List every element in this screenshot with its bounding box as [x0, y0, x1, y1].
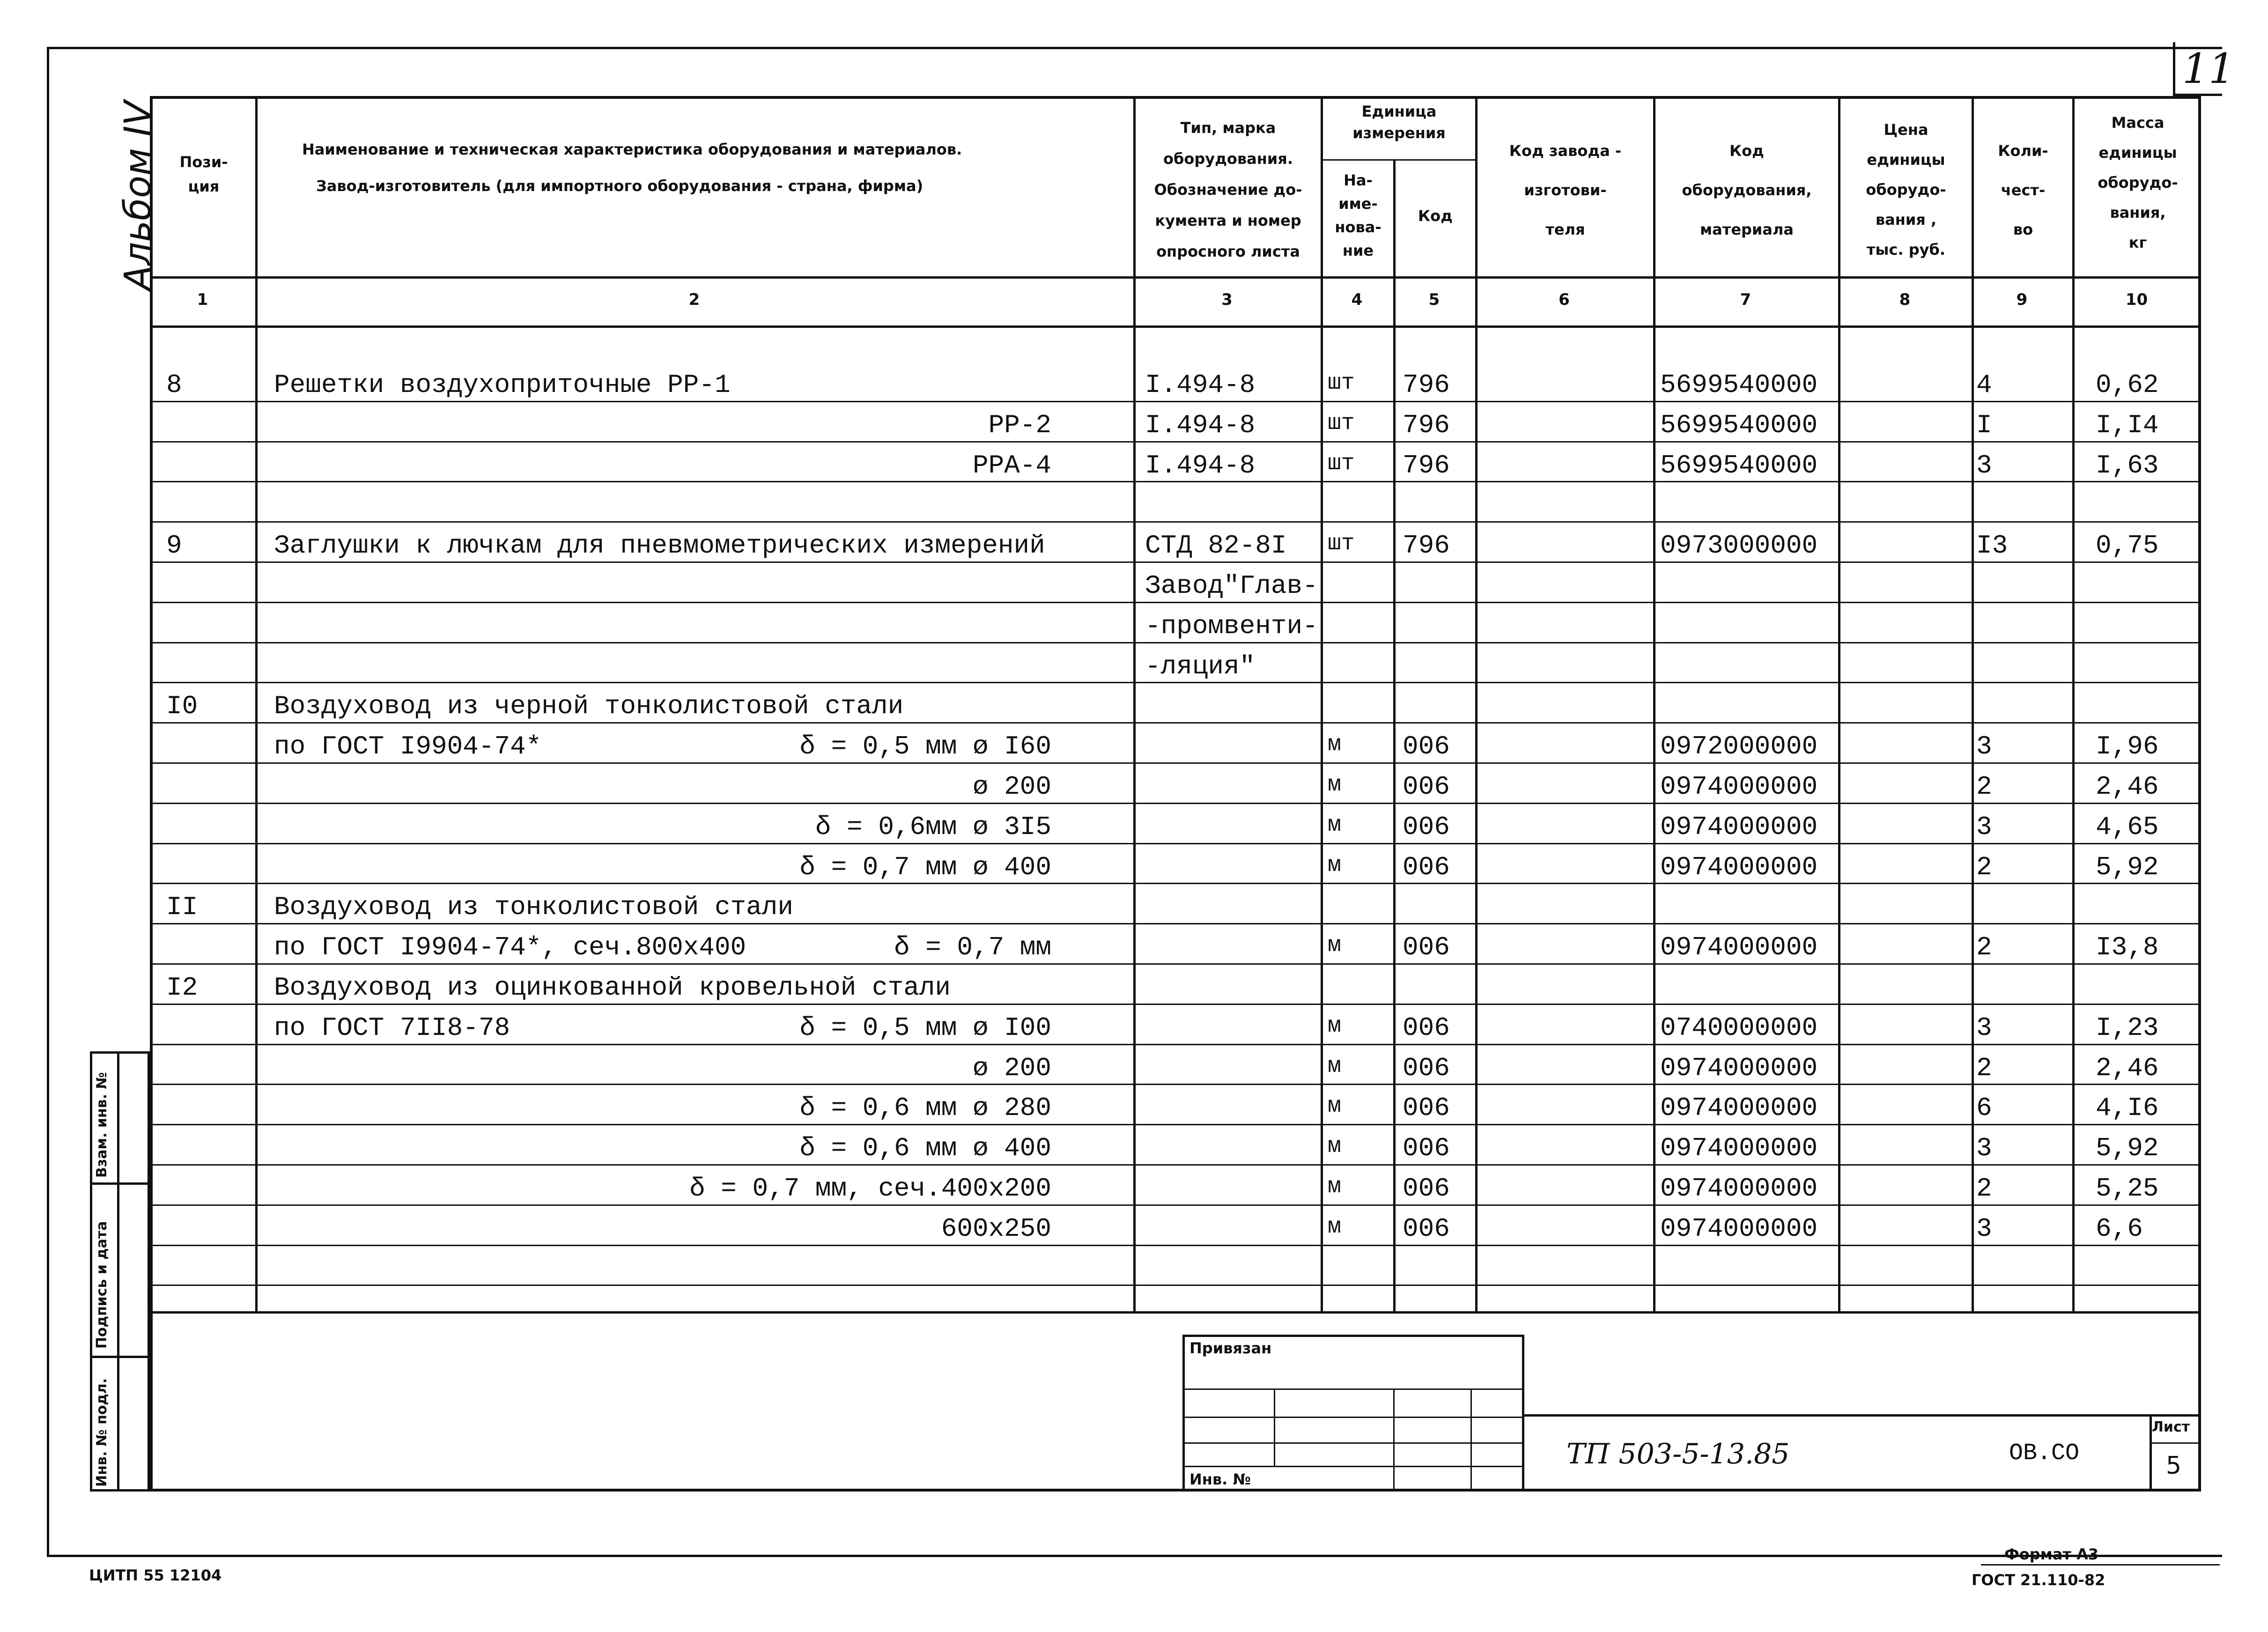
cell-material-code: 0974000000 — [1660, 852, 1818, 882]
cell-unit: м — [1328, 812, 1341, 838]
table-row — [0, 647, 2268, 687]
cell-material-code: 0974000000 — [1660, 1133, 1818, 1164]
cell-position: I0 — [166, 691, 198, 722]
cell-name-detail: РРА-4 — [972, 450, 1051, 480]
column-number: 4 — [1351, 290, 1363, 309]
hdr-unit: Единица измерения — [1352, 103, 1446, 142]
cell-name: по ГОСТ 7II8-78 — [274, 1012, 510, 1043]
sheet-code: ОВ.СО — [2009, 1440, 2080, 1467]
hdr-unit-code: Код — [1418, 207, 1453, 225]
cell-unit-code: 796 — [1403, 450, 1450, 480]
column-number: 5 — [1428, 290, 1440, 309]
cell-material-code: 5699540000 — [1660, 370, 1818, 400]
cell-unit: м — [1328, 1053, 1341, 1079]
binding-block — [1182, 1335, 1524, 1492]
column-number: 8 — [1899, 290, 1911, 309]
cell-mass: 5,92 — [2096, 852, 2159, 882]
cell-mass: 6,6 — [2096, 1213, 2143, 1244]
cell-unit: м — [1328, 732, 1341, 758]
cell-unit-code: 006 — [1403, 1093, 1450, 1123]
cell-quantity: 2 — [1976, 1053, 1992, 1083]
cell-unit: шт — [1328, 370, 1355, 396]
cell-material-code: 0972000000 — [1660, 731, 1818, 762]
cell-unit-code: 006 — [1403, 812, 1450, 842]
table-row — [0, 1209, 2268, 1249]
table-row — [0, 807, 2268, 848]
table-row — [0, 1249, 2268, 1290]
cell-mass: 2,46 — [2096, 1053, 2159, 1083]
column-number: 7 — [1740, 290, 1751, 309]
table-row — [0, 406, 2268, 446]
cell-unit: шт — [1328, 531, 1355, 557]
hdr-material-code: Код оборудования, материала — [1682, 142, 1812, 238]
cell-name-detail: δ = 0,6 мм ø 280 — [799, 1093, 1051, 1123]
cell-mass: I,I4 — [2096, 410, 2159, 440]
cell-unit: м — [1328, 772, 1341, 798]
cell-unit: м — [1328, 852, 1341, 878]
cell-name: Воздуховод из тонколистовой стали — [274, 892, 793, 923]
cell-material-code: 0974000000 — [1660, 932, 1818, 963]
cell-type: СТД 82-8I — [1145, 531, 1287, 561]
table-row — [0, 968, 2268, 1008]
cell-mass: I3,8 — [2096, 932, 2159, 963]
cell-name: Заглушки к лючкам для пневмометрических измерений — [274, 531, 1045, 561]
cell-quantity: 2 — [1976, 1174, 1992, 1204]
table-row — [0, 446, 2268, 486]
cell-type: I.494-8 — [1145, 370, 1256, 400]
cell-unit: м — [1328, 1214, 1341, 1240]
cell-name-detail: δ = 0,5 мм ø I00 — [799, 1012, 1051, 1043]
hdr-type: Тип, марка оборудования. Обозначение до- кумента и номер опросного листа — [1154, 119, 1302, 260]
footer-left: ЦИТП 55 12104 — [89, 1566, 222, 1584]
cell-mass: 4,65 — [2096, 812, 2159, 842]
cell-quantity: 2 — [1976, 772, 1992, 802]
cell-unit: шт — [1328, 410, 1355, 436]
cell-unit-code: 006 — [1403, 852, 1450, 882]
cell-quantity: 2 — [1976, 852, 1992, 882]
table-row — [0, 486, 2268, 526]
column-number: 1 — [197, 290, 208, 309]
cell-unit-code: 006 — [1403, 1053, 1450, 1083]
cell-name-detail: δ = 0,7 мм, сеч.400х200 — [689, 1174, 1051, 1204]
cell-mass: I,96 — [2096, 731, 2159, 762]
table-row — [0, 365, 2268, 406]
cell-material-code: 0974000000 — [1660, 772, 1818, 802]
cell-material-code: 5699540000 — [1660, 410, 1818, 440]
cell-mass: I,63 — [2096, 450, 2159, 480]
cell-type: I.494-8 — [1145, 450, 1256, 480]
table-row — [0, 887, 2268, 928]
album-label: Альбом IV — [117, 100, 159, 290]
stamp-signature-date: Подпись и дата — [94, 1221, 110, 1349]
cell-unit-code: 006 — [1403, 1012, 1450, 1043]
cell-mass: 5,92 — [2096, 1133, 2159, 1164]
table-row — [0, 727, 2268, 767]
cell-quantity: 3 — [1976, 1133, 1992, 1164]
cell-unit-code: 006 — [1403, 1133, 1450, 1164]
cell-name-detail: РР-2 — [988, 410, 1051, 440]
cell-unit-code: 006 — [1403, 1213, 1450, 1244]
cell-mass: 5,25 — [2096, 1174, 2159, 1204]
cell-quantity: 2 — [1976, 932, 1992, 963]
cell-name: Воздуховод из оцинкованной кровельной стали — [274, 973, 951, 1003]
cell-material-code: 5699540000 — [1660, 450, 1818, 480]
cell-quantity: 6 — [1976, 1093, 1992, 1123]
cell-name: Воздуховод из черной тонколистовой стали — [274, 691, 904, 722]
table-row — [0, 848, 2268, 888]
hdr-position: Пози- ция — [179, 153, 228, 195]
column-number: 2 — [688, 290, 700, 309]
cell-name-detail: δ = 0,6мм ø 3I5 — [815, 812, 1051, 842]
cell-quantity: I3 — [1976, 531, 2008, 561]
cell-unit-code: 006 — [1403, 932, 1450, 963]
cell-unit: м — [1328, 1093, 1341, 1119]
cell-position: II — [166, 892, 198, 923]
cell-name: по ГОСТ I9904-74*, сеч.800х400 — [274, 932, 746, 963]
cell-name-detail: δ = 0,5 мм ø I60 — [799, 731, 1051, 762]
binding-label: Привязан — [1189, 1339, 1272, 1357]
table-row — [0, 1008, 2268, 1049]
cell-material-code: 0973000000 — [1660, 531, 1818, 561]
hdr-mass: Масса единицы оборудо- вания, кг — [2098, 114, 2178, 251]
table-row — [0, 767, 2268, 807]
hdr-quantity: Коли- чест- во — [1998, 142, 2048, 238]
column-number: 9 — [2016, 290, 2028, 309]
cell-quantity: 4 — [1976, 370, 1992, 400]
cell-mass: 2,46 — [2096, 772, 2159, 802]
hdr-factory-code: Код завода - изготови- теля — [1509, 142, 1622, 238]
cell-material-code: 0974000000 — [1660, 1093, 1818, 1123]
cell-quantity: 3 — [1976, 1213, 1992, 1244]
cell-position: 8 — [166, 370, 182, 400]
table-row — [0, 606, 2268, 647]
cell-mass: 0,62 — [2096, 370, 2159, 400]
cell-unit-code: 796 — [1403, 531, 1450, 561]
cell-quantity: 3 — [1976, 1012, 1992, 1043]
sheet-label: Лист — [2152, 1419, 2190, 1435]
cell-type: -ляция" — [1145, 651, 1256, 681]
cell-unit-code: 006 — [1403, 772, 1450, 802]
cell-quantity: 3 — [1976, 731, 1992, 762]
sheet-number: 5 — [2166, 1452, 2182, 1480]
column-number: 10 — [2125, 290, 2148, 309]
footer-format: Формат А3 — [2004, 1545, 2099, 1563]
cell-unit: м — [1328, 1013, 1341, 1039]
document-code: ТП 503-5-13.85 — [1566, 1438, 1790, 1470]
table-row — [0, 1169, 2268, 1209]
cell-material-code: 0974000000 — [1660, 1174, 1818, 1204]
hdr-name: Наименование и техническая характеристика оборудования и материалов. Завод-изготовитель (для импортного оборудования - страна, фирма) — [302, 140, 962, 195]
cell-name-detail: δ = 0,6 мм ø 400 — [799, 1133, 1051, 1164]
table-row — [0, 1049, 2268, 1089]
cell-material-code: 0974000000 — [1660, 1053, 1818, 1083]
cell-material-code: 0740000000 — [1660, 1012, 1818, 1043]
table-row — [0, 526, 2268, 566]
inv-number-label: Инв. № — [1189, 1470, 1251, 1488]
cell-unit: м — [1328, 1174, 1341, 1199]
cell-name: Решетки воздухоприточные РР-1 — [274, 370, 731, 400]
table-row — [0, 928, 2268, 968]
cell-name-detail: δ = 0,7 мм — [894, 932, 1051, 963]
cell-unit-code: 006 — [1403, 731, 1450, 762]
cell-type: -промвенти- — [1145, 611, 1318, 641]
cell-mass: I,23 — [2096, 1012, 2159, 1043]
page-number: 11 — [2182, 44, 2235, 93]
cell-name-detail: ø 200 — [972, 772, 1051, 802]
cell-quantity: I — [1976, 410, 1992, 440]
cell-quantity: 3 — [1976, 450, 1992, 480]
hdr-unit-name: На- име- нова- ние — [1335, 171, 1381, 259]
footer-gost: ГОСТ 21.110-82 — [1972, 1571, 2105, 1589]
cell-name-detail: ø 200 — [972, 1053, 1051, 1083]
cell-unit: м — [1328, 933, 1341, 959]
cell-name: по ГОСТ I9904-74* — [274, 731, 542, 762]
cell-quantity: 3 — [1976, 812, 1992, 842]
cell-material-code: 0974000000 — [1660, 812, 1818, 842]
cell-mass: 4,I6 — [2096, 1093, 2159, 1123]
cell-mass: 0,75 — [2096, 531, 2159, 561]
cell-unit-code: 796 — [1403, 410, 1450, 440]
column-number: 3 — [1221, 290, 1233, 309]
stamp-replacement-inv: Взам. инв. № — [94, 1072, 110, 1178]
cell-unit-code: 796 — [1403, 370, 1450, 400]
hdr-price: Цена единицы оборудо- вания , тыс. руб. — [1866, 121, 1946, 258]
table-row — [0, 687, 2268, 727]
table-row — [0, 1129, 2268, 1169]
column-number: 6 — [1559, 290, 1570, 309]
cell-name-detail: δ = 0,7 мм ø 400 — [799, 852, 1051, 882]
cell-material-code: 0974000000 — [1660, 1213, 1818, 1244]
cell-type: Завод"Глав- — [1145, 571, 1318, 601]
stamp-original-inv: Инв. № подл. — [94, 1378, 110, 1487]
cell-type: I.494-8 — [1145, 410, 1256, 440]
cell-name-detail: 600х250 — [941, 1213, 1051, 1244]
cell-position: I2 — [166, 973, 198, 1003]
cell-unit: м — [1328, 1134, 1341, 1159]
table-row — [0, 566, 2268, 606]
cell-position: 9 — [166, 531, 182, 561]
table-row — [0, 1088, 2268, 1129]
cell-unit-code: 006 — [1403, 1174, 1450, 1204]
cell-unit: шт — [1328, 450, 1355, 476]
